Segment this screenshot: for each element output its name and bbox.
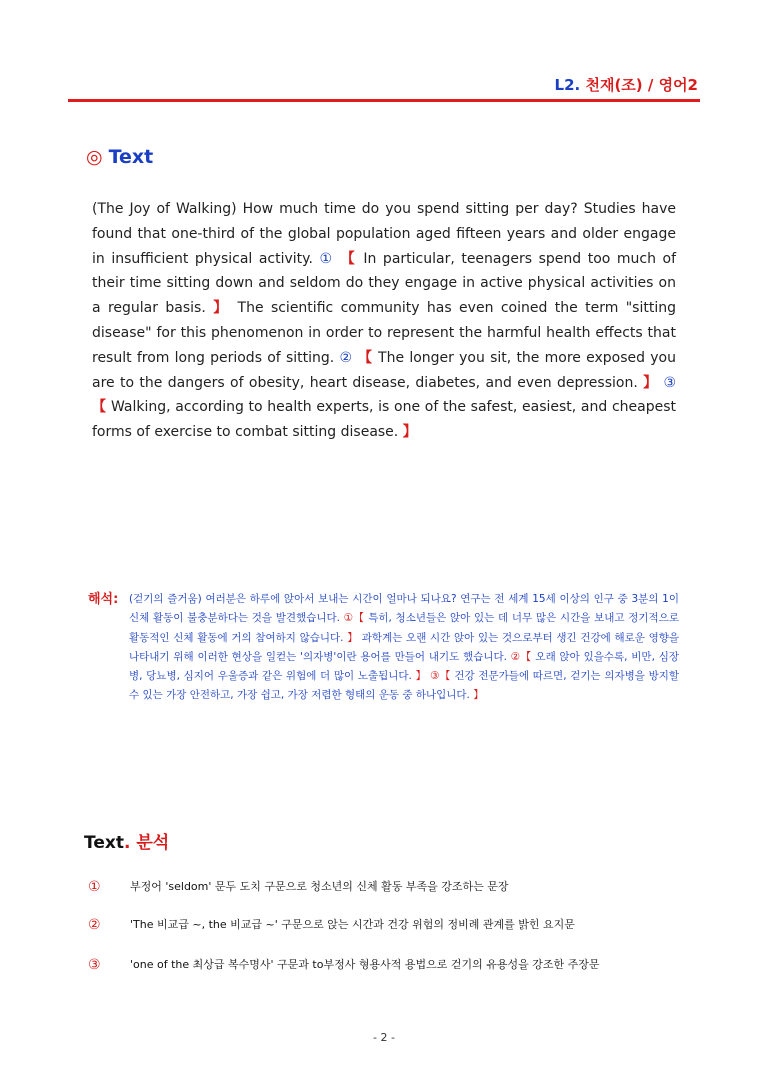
- bracket-close-1: 】: [213, 300, 231, 317]
- bracket-close-2: 】: [643, 374, 659, 391]
- analysis-title-text: Text: [84, 833, 124, 853]
- passage-middle: The scientific community has even coined the term "sitting disease" for this phenomenon in order to represent the harmful health effects that result from long periods of sitting.: [92, 300, 676, 366]
- translation-intro: (걷기의 즐거움) 여러분은 하루에 앉아서 보내는 시간이 얼마나 되나요? 연구는 전 세계 15세 이상의 인구 중 3분의 1이 신체 활동이 불충분하다는 것을 발견했습니다.: [129, 593, 679, 625]
- analysis-heading: [84, 828, 169, 853]
- translation-marker-1: ①: [343, 612, 354, 625]
- text-section-title: Text: [108, 146, 154, 168]
- bracket-open-1: 【: [340, 250, 357, 267]
- text-section-heading: [86, 146, 153, 168]
- passage-sentence-2: The longer you sit, the more exposed you are to the dangers of obesity, heart disease, diabetes, and even depression.: [92, 349, 676, 391]
- translation-bracket-close-1: 】: [347, 631, 359, 644]
- header-rule: [68, 99, 700, 102]
- translation-marker-3: ③: [430, 670, 440, 683]
- translation-label: 해석:: [88, 592, 119, 607]
- passage-marker-1: ①: [319, 250, 335, 267]
- translation-bracket-close-2: 】: [415, 670, 427, 683]
- lesson-label: L2.: [554, 76, 581, 94]
- translation-sentence-2: 오래 앉아 있을수록, 비만, 심장병, 당뇨병, 심지어 우울증과 같은 위험에 더 많이 노출됩니다.: [129, 650, 679, 683]
- translation-bracket-open-2: 【: [520, 650, 532, 663]
- translation-bracket-open-1: 【: [353, 612, 365, 625]
- english-passage: [92, 197, 676, 445]
- analysis-item-1: [88, 878, 509, 895]
- page-header: [555, 74, 698, 95]
- passage-sentence-3: Walking, according to health experts, is one of the safest, easiest, and cheapest forms of exercise to combat sitting disease.: [92, 399, 676, 441]
- bullseye-icon: ◎: [86, 146, 103, 168]
- translation-sentence-1: 특히, 청소년들은 앉아 있는 데 너무 많은 시간을 보내고 정기적으로 활동적인 신체 활동에 거의 참여하지 않습니다.: [129, 612, 679, 644]
- passage-intro: (The Joy of Walking) How much time do you spend sitting per day? Studies have found that one-third of the global population aged fifteen years and older engage in insufficient physical activity.: [92, 201, 676, 267]
- translation-middle: 과학계는 오랜 시간 앉아 있는 것으로부터 생긴 건강에 해로운 영향을 나타내기 위해 이러한 현상을 일컫는 '의자병'이란 용어를 만들어 내기도 했습니다.: [129, 631, 680, 663]
- passage-sentence-1: In particular, teenagers spend too much of their time sitting down and seldom do they engage in active physical activities on a regular basis.: [92, 250, 677, 317]
- analysis-title-korean: . 분석: [123, 833, 170, 853]
- bracket-open-3: 【: [92, 399, 107, 416]
- analysis-number-1: ①: [88, 879, 101, 895]
- analysis-number-3: ③: [88, 957, 101, 973]
- passage-marker-3: ③: [663, 374, 677, 391]
- translation-bracket-close-3: 】: [473, 689, 484, 702]
- translation-marker-2: ②: [510, 650, 521, 663]
- analysis-item-2: [88, 916, 575, 933]
- analysis-desc-3: 'one of the 최상급 복수명사' 구문과 to부정사 형용사적 용법으로 걷기의 유용성을 강조한 주장문: [130, 958, 600, 971]
- analysis-number-2: ②: [88, 917, 101, 933]
- analysis-item-3: [88, 956, 599, 973]
- bracket-open-2: 【: [358, 349, 373, 366]
- translation-sentence-3: 건강 전문가들에 따르면, 걷기는 의자병을 방지할 수 있는 가장 안전하고, 가장 쉽고, 가장 저렴한 형태의 운동 중 하나입니다.: [129, 670, 680, 702]
- analysis-desc-1: 부정어 'seldom' 문두 도치 구문으로 청소년의 신체 활동 부족을 강조하는 문장: [130, 880, 509, 893]
- publisher-label: 천재(조) / 영어2: [585, 76, 698, 94]
- korean-translation: [129, 590, 679, 706]
- page-number: - 2 -: [373, 1031, 395, 1044]
- passage-marker-2: ②: [339, 349, 353, 366]
- bracket-close-3: 】: [402, 424, 417, 441]
- analysis-desc-2: 'The 비교급 ~, the 비교급 ~' 구문으로 앉는 시간과 건강 위험의 정비례 관계를 밝힌 요지문: [130, 918, 575, 931]
- translation-bracket-open-3: 【: [439, 670, 451, 683]
